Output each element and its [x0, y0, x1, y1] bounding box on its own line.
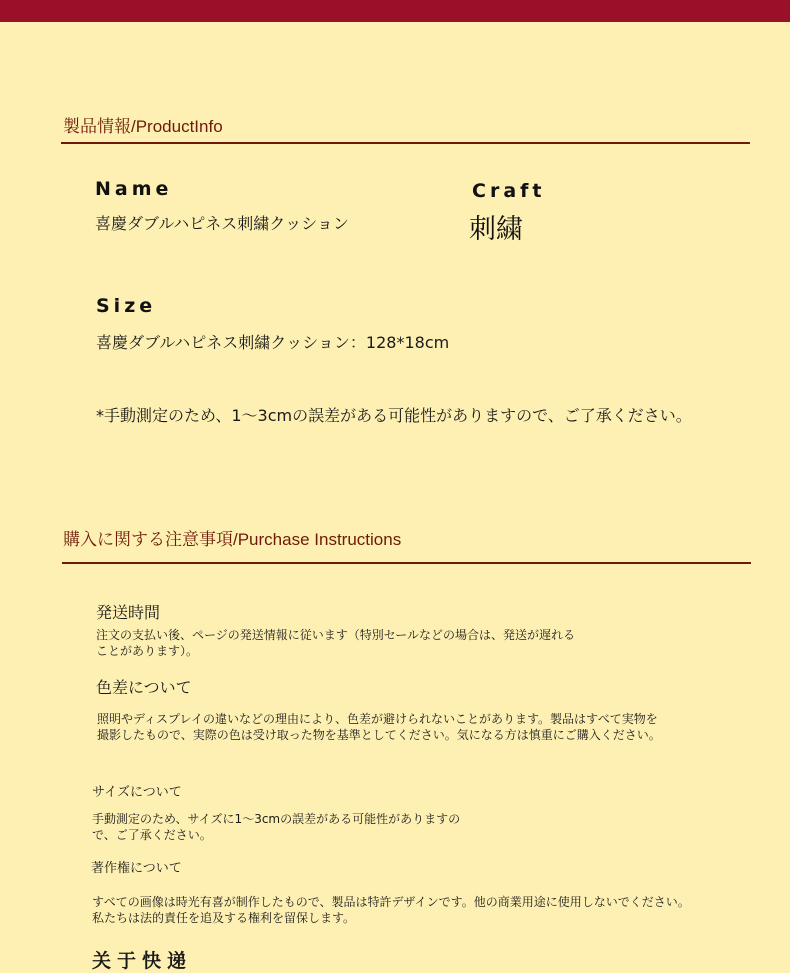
product-info-title: 製品情報/ProductInfo — [63, 117, 223, 136]
color-difference-heading: 色差について — [96, 678, 192, 697]
name-value: 喜慶ダブルハピネス刺繍クッション — [95, 214, 349, 233]
craft-value: 刺繍 — [469, 214, 523, 245]
product-info-divider — [61, 142, 750, 144]
color-difference-text: 照明やディスプレイの違いなどの理由により、色差が避けられないことがあります。製品はすべて実物を 撮影したもので、実際の色は受け取った物を基準としてください。気になる方は慎重にご購入ください。 — [97, 712, 661, 742]
purchase-instructions-divider — [62, 562, 751, 564]
size-value: 喜慶ダブルハピネス刺繍クッション：128*18cm — [96, 333, 450, 352]
measurement-note: *手動測定のため、1〜3cmの誤差がある可能性がありますので、ご了承ください。 — [96, 406, 692, 425]
craft-label: Craft — [472, 180, 546, 202]
size-notice-text: 手動測定のため、サイズに1〜3cmの誤差がある可能性がありますの で、ご了承ください。 — [92, 812, 461, 842]
shipping-time-heading: 発送時間 — [96, 603, 161, 622]
copyright-text: すべての画像は時光有喜が制作したもので、製品は特許デザインです。他の商業用途に使用しないでください。 私たちは法的責任を追及する権利を留保します。 — [92, 895, 690, 925]
name-label: Name — [95, 178, 173, 200]
copyright-heading: 著作権について — [91, 861, 182, 876]
purchase-instructions-title: 購入に関する注意事項/Purchase Instructions — [63, 530, 402, 549]
size-label: Size — [96, 295, 157, 317]
size-notice-heading: サイズについて — [92, 785, 182, 800]
top-banner-bar — [0, 0, 790, 22]
delivery-heading: 关于快递 — [92, 950, 193, 972]
shipping-time-text: 注文の支払い後、ページの発送情報に従います（特別セールなどの場合は、発送が遅れる ことがあります）。 — [96, 628, 576, 658]
